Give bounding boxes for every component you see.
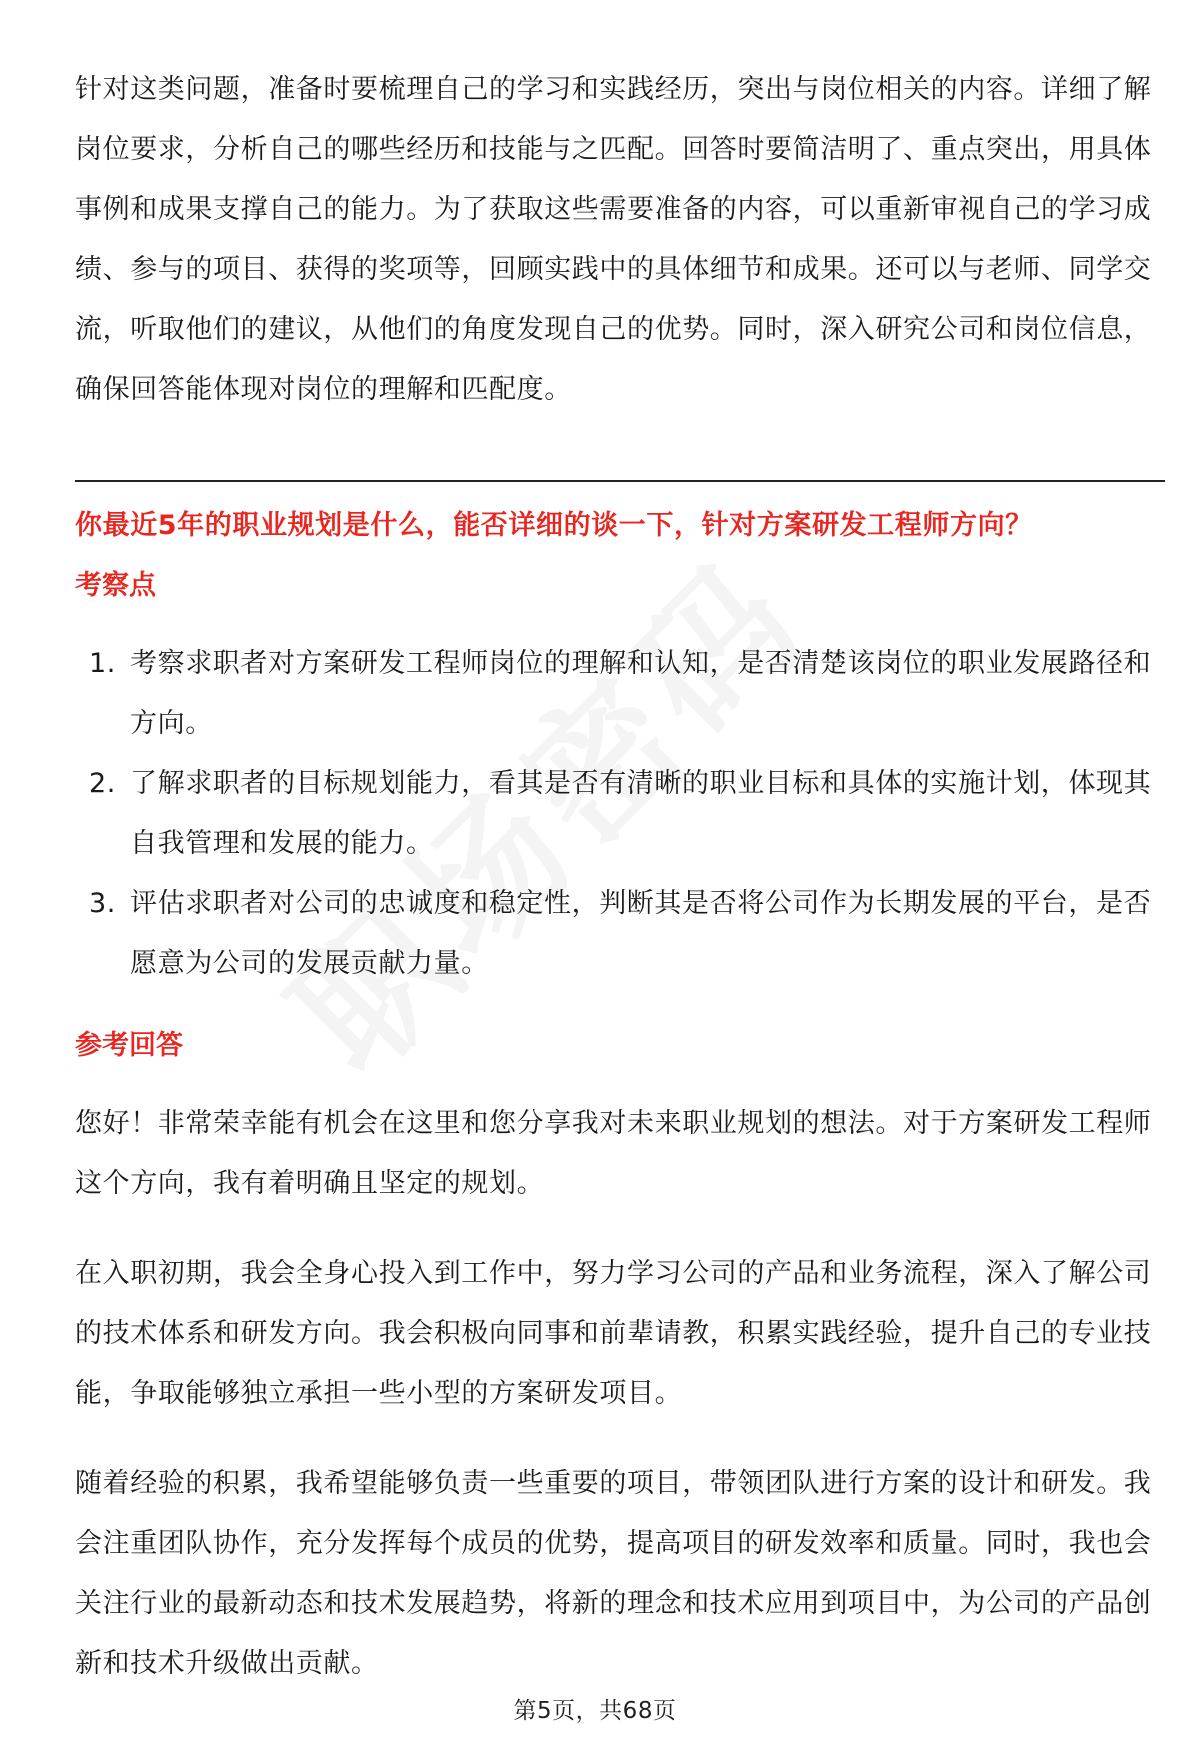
- question-heading: 你最近5年的职业规划是什么，能否详细的谈一下，针对方案研发工程师方向？: [75, 510, 1033, 541]
- list-text: 评估求职者对公司的忠诚度和稳定性，判断其是否将公司作为长期发展的平台，是否愿意为公司的发展贡献力量。: [130, 888, 1152, 979]
- answer-paragraph: 随着经验的积累，我希望能够负责一些重要的项目，带领团队进行方案的设计和研发。我会注重团队协作，充分发挥每个成员的优势，提高项目的研发效率和质量。同时，我也会关注行业的最新动态和技术发展趋势，将新的理念和技术应用到项目中，为公司的产品创新和技术升级做出贡献。: [75, 1468, 1152, 1679]
- answer-heading: 参考回答: [75, 1030, 183, 1061]
- list-item: [75, 754, 1165, 874]
- intro-paragraph: 针对这类问题，准备时要梳理自己的学习和实践经历，突出与岗位相关的内容。详细了解岗位要求，分析自己的哪些经历和技能与之匹配。回答时要简洁明了、重点突出，用具体事例和成果支撑自己的能力。为了获取这些需要准备的内容，可以重新审视自己的学习成绩、参与的项目、获得的奖项等，回顾实践中的具体细节和成果。还可以与老师、同学交流，听取他们的建议，从他们的角度发现自己的优势。同时，深入研究公司和岗位信息，确保回答能体现对岗位的理解和匹配度。: [75, 74, 1152, 405]
- assessment-list: [75, 634, 1165, 994]
- answer-paragraph: 在入职初期，我会全身心投入到工作中，努力学习公司的产品和业务流程，深入了解公司的技术体系和研发方向。我会积极向同事和前辈请教，积累实践经验，提升自己的专业技能，争取能够独立承担一些小型的方案研发项目。: [75, 1258, 1152, 1409]
- page-number: 第5页，共68页: [513, 1698, 677, 1724]
- document-page: [75, 60, 1165, 1694]
- list-text: 考察求职者对方案研发工程师岗位的理解和认知，是否清楚该岗位的职业发展路径和方向。: [130, 648, 1152, 739]
- list-text: 了解求职者的目标规划能力，看其是否有清晰的职业目标和具体的实施计划，体现其自我管理和发展的能力。: [130, 768, 1152, 859]
- list-item: [75, 874, 1165, 994]
- assessment-heading: 考察点: [75, 570, 156, 601]
- answer-paragraph: 您好！非常荣幸能有机会在这里和您分享我对未来职业规划的想法。对于方案研发工程师这个方向，我有着明确且坚定的规划。: [75, 1108, 1152, 1199]
- list-number: 3.: [89, 888, 116, 919]
- list-number: 2.: [89, 768, 116, 799]
- list-item: [75, 634, 1165, 754]
- list-number: 1.: [89, 648, 116, 679]
- section-divider: [75, 480, 1165, 482]
